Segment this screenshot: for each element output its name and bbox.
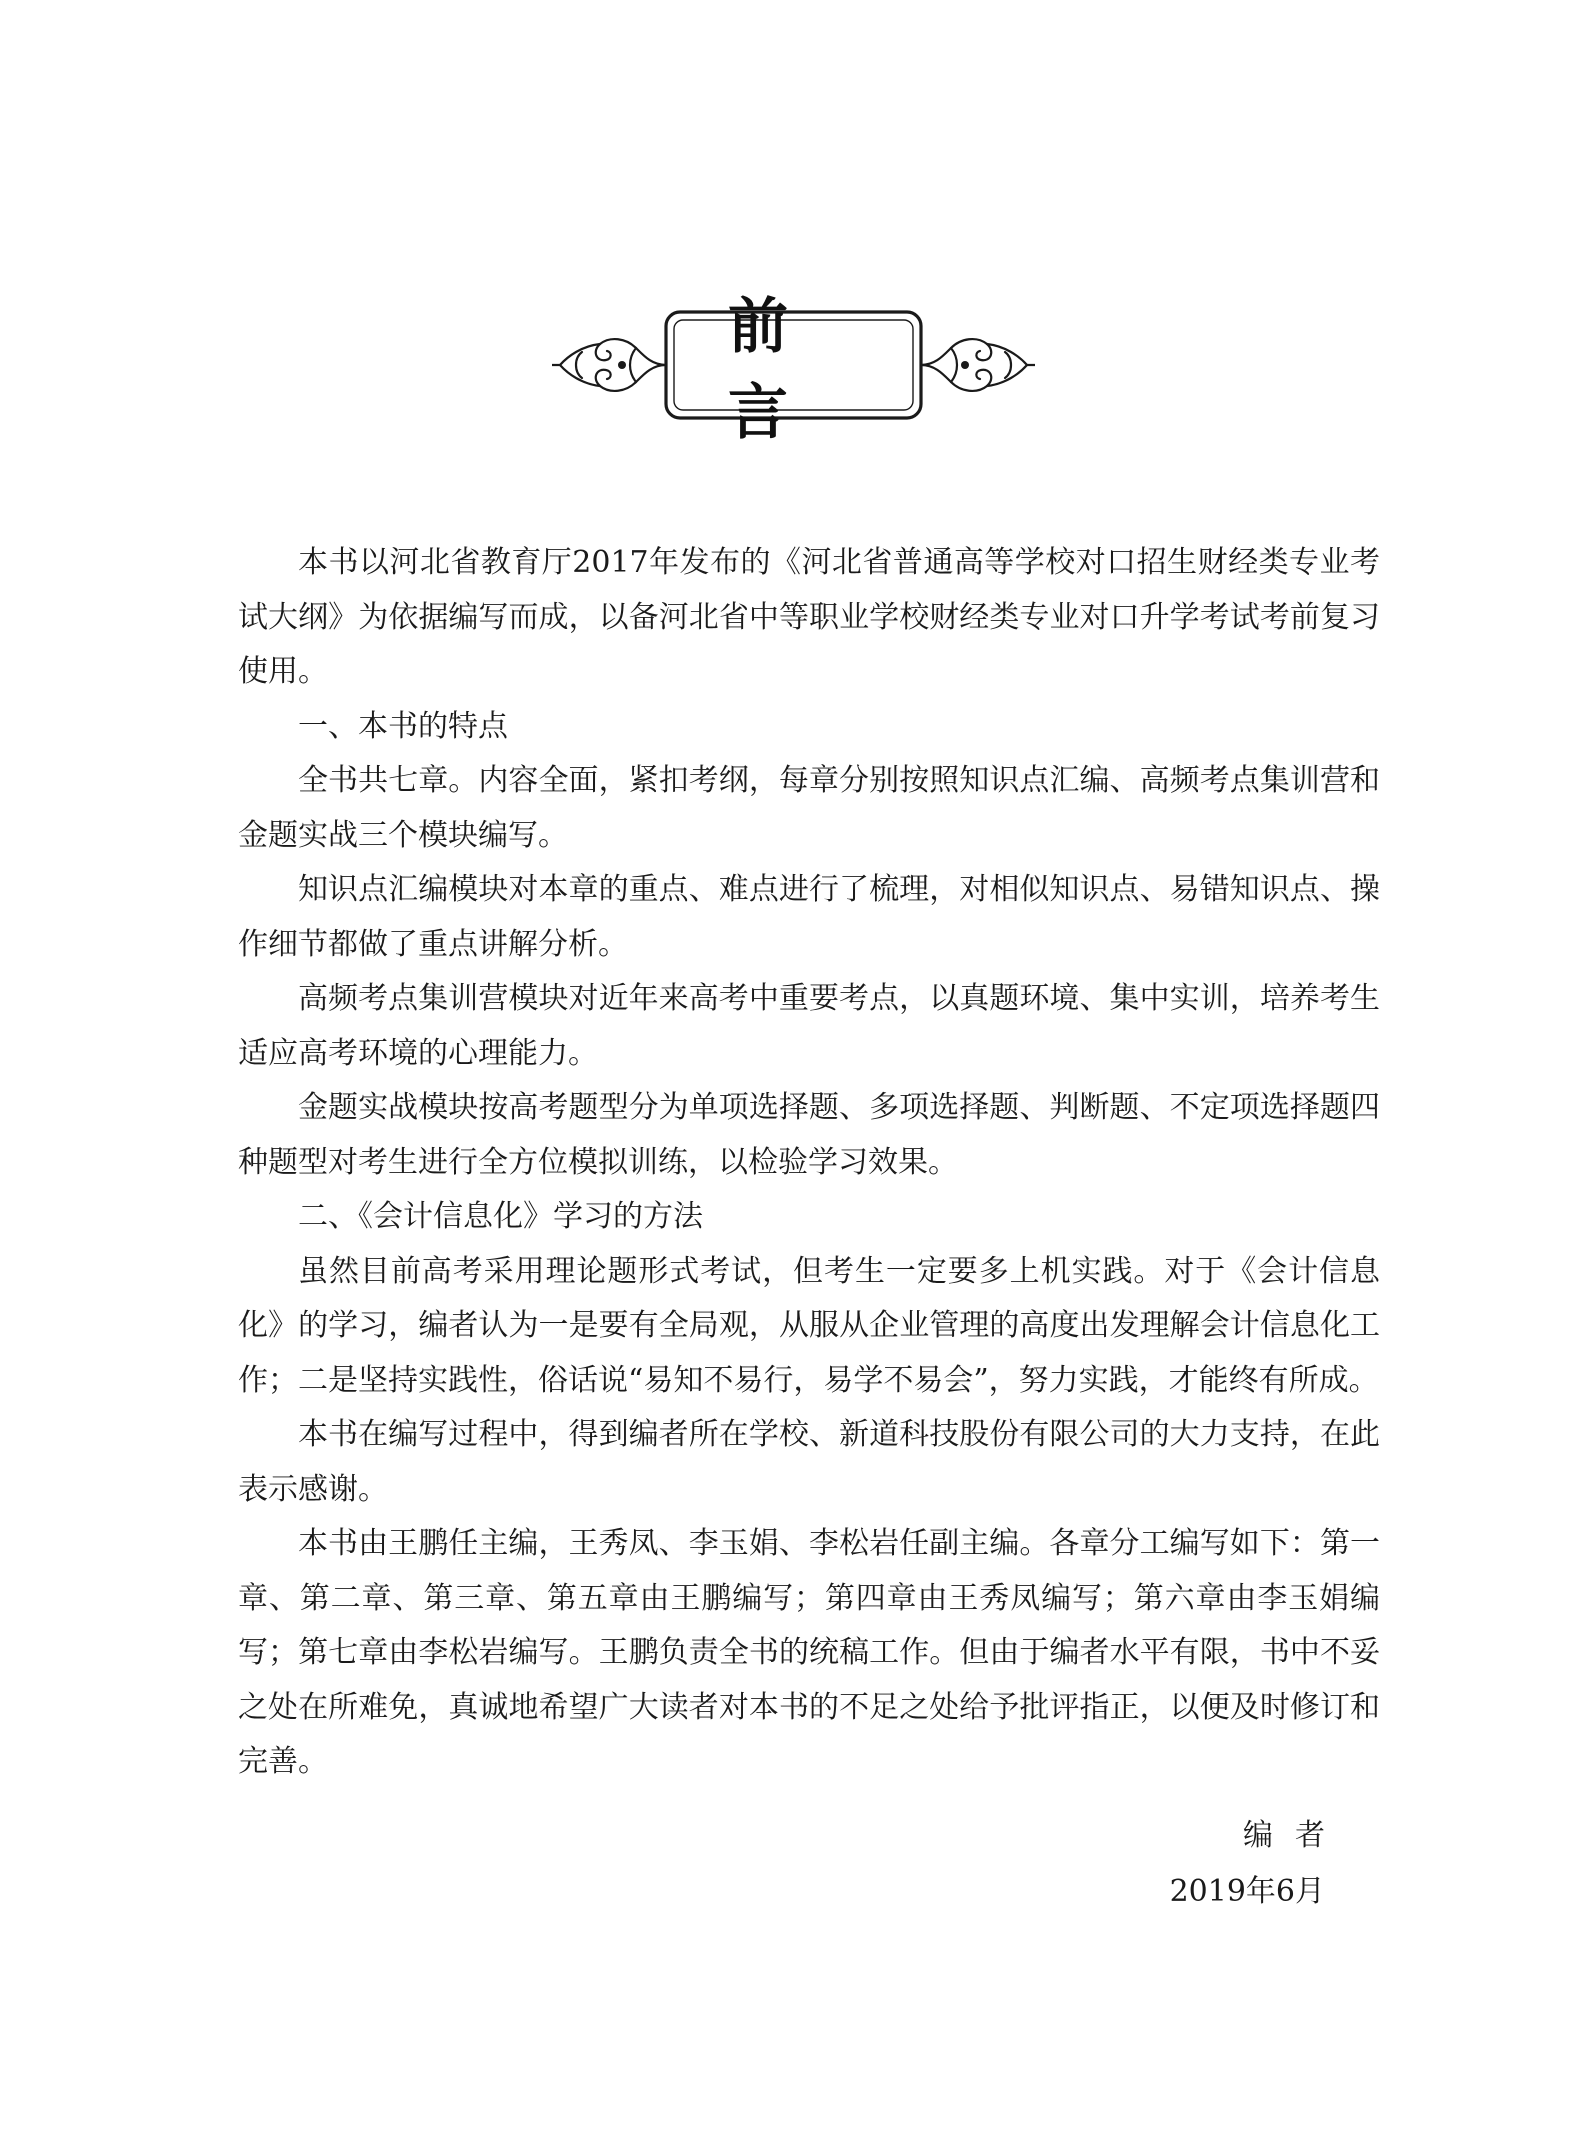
paragraph-authors: 本书由王鹏任主编，王秀凤、李玉娟、李松岩任副主编。各章分工编写如下：第一章、第二章、第三章、第五章由王鹏编写；第四章由王秀凤编写；第六章由李玉娟编写；第七章由李松岩编写。王鹏负责全书的统稿工作。但由于编者水平有限，书中不妥之处在所难免，真诚地希望广大读者对本书的不足之处给予批评指正，以便及时修订和完善。 xyxy=(238,1526,1380,1779)
paragraph-practice-module: 金题实战模块按高考题型分为单项选择题、多项选择题、判断题、不定项选择题四种题型对考生进行全方位模拟训练，以检验学习效果。 xyxy=(238,1090,1380,1180)
paragraph-intro: 本书以河北省教育厅2017年发布的《河北省普通高等学校对口招生财经类专业考试大纲》为依据编写而成，以备河北省中等职业学校财经类专业对口升学考试考前复习使用。 xyxy=(238,545,1380,689)
paragraph-learning-method: 虽然目前高考采用理论题形式考试，但考生一定要多上机实践。对于《会计信息化》的学习，编者认为一是要有全局观，从服从企业管理的高度出发理解会计信息化工作；二是坚持实践性，俗话说“易知不易行，易学不易会”，努力实践，才能终有所成。 xyxy=(238,1253,1380,1398)
paragraph-knowledge-module: 知识点汇编模块对本章的重点、难点进行了梳理，对相似知识点、易错知识点、操作细节都做了重点讲解分析。 xyxy=(238,872,1380,962)
paragraph-acknowledgement: 本书在编写过程中，得到编者所在学校、新道科技股份有限公司的大力支持，在此表示感谢。 xyxy=(238,1417,1380,1507)
signature-editor: 编者 xyxy=(1243,1818,1347,1853)
heading-learning-method: 二、《会计信息化》学习的方法 xyxy=(298,1199,703,1234)
signature-date: 2019年6月 xyxy=(1169,1874,1325,1909)
heading-book-features: 一、本书的特点 xyxy=(298,708,508,744)
paragraph-training-module: 高频考点集训营模块对近年来高考中重要考点，以真题环境、集中实训，培养考生适应高考环境的心理能力。 xyxy=(238,981,1380,1071)
signature-block xyxy=(1169,1808,1347,1920)
page-title: 前 言 xyxy=(728,292,834,448)
preface-title-block xyxy=(552,292,1035,448)
paragraph-chapters: 全书共七章。内容全面，紧扣考纲，每章分别按照知识点汇编、高频考点集训营和金题实战三个模块编写。 xyxy=(238,763,1380,853)
preface-body xyxy=(238,536,1380,1790)
